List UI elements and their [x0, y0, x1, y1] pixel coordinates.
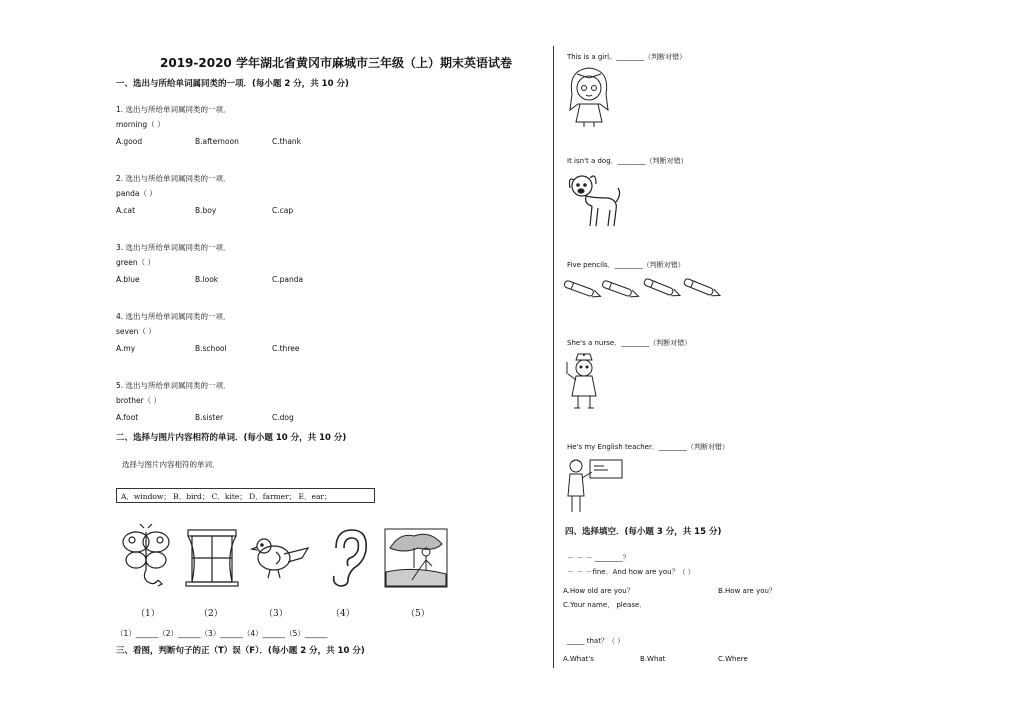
fill-q1-option-a: A.How old are you？ — [563, 587, 634, 595]
fill-q2-option-a: A.What's — [563, 655, 594, 663]
question-word: green（ ） — [116, 258, 156, 267]
option-c: C.dog — [272, 413, 294, 422]
option-a: A.my — [116, 344, 136, 353]
kite-picture — [118, 524, 174, 588]
picture-label-2: （2） — [199, 609, 223, 619]
question-word: morning（ ） — [116, 120, 165, 129]
picture-label-4: （4） — [331, 609, 355, 619]
judge-item-1: This is a girl。________（判断对错） — [567, 53, 687, 61]
option-a: A.foot — [116, 413, 139, 422]
judge-item-3: Five pencils．________（判断对错） — [567, 261, 685, 269]
question-stem: 4. 选出与所给单词属同类的一项． — [116, 312, 231, 321]
column-divider — [553, 46, 554, 668]
picture-label-5: （5） — [406, 609, 430, 619]
word-options: A．window； B．bird； C．kite； D．farmer； E．ear； — [121, 492, 332, 501]
nurse-picture — [564, 352, 604, 412]
word-options-box — [116, 488, 375, 503]
option-c: C.panda — [272, 275, 304, 284]
section-2-instruction: 选择与图片内容相符的单词． — [122, 460, 220, 469]
option-c: C.three — [272, 344, 300, 353]
fill-q2-option-b: B.What — [640, 655, 666, 663]
fill-q2-line: _____ that？（ ） — [567, 637, 625, 645]
question-word: brother（ ） — [116, 396, 162, 405]
girl-picture — [564, 64, 614, 128]
judge-item-4: She's a nurse．________（判断对错） — [567, 339, 692, 347]
option-b: B.sister — [195, 413, 224, 422]
fill-q1-line2: － － －fine．And how are you？（ ） — [567, 568, 695, 576]
picture-label-3: （3） — [264, 609, 288, 619]
question-stem: 5. 选出与所给单词属同类的一项． — [116, 381, 231, 390]
dog-picture — [566, 170, 622, 230]
section-4-heading: 四、选择填空．(每小题 3 分，共 15 分) — [565, 527, 722, 537]
option-b: B.boy — [195, 206, 217, 215]
option-b: B.school — [195, 344, 227, 353]
farmer-picture — [384, 528, 448, 588]
bird-picture — [250, 532, 312, 582]
section-3-heading: 三、看图，判断句子的正（T）误（F）．(每小题 2 分，共 10 分) — [116, 646, 365, 656]
option-c: C.cap — [272, 206, 294, 215]
page-title: 2019-2020 学年湖北省黄冈市麻城市三年级（上）期末英语试卷 — [160, 56, 512, 70]
question-stem: 2. 选出与所给单词属同类的一项． — [116, 174, 231, 183]
judge-item-5: He's my English teacher．________（判断对错） — [567, 443, 729, 451]
question-stem: 1. 选出与所给单词属同类的一项． — [116, 105, 231, 114]
window-picture — [184, 528, 240, 588]
judge-item-2: It isn't a dog．________（判断对错） — [567, 157, 688, 165]
option-b: B.afternoon — [195, 137, 239, 146]
fill-q1-line1: － － － ________？ — [567, 554, 630, 562]
section-2-heading: 二、选择与图片内容相符的单词．(每小题 10 分，共 10 分) — [116, 433, 347, 443]
fill-q2-option-c: C.Where — [718, 655, 748, 663]
teacher-picture — [564, 456, 624, 514]
question-stem: 3. 选出与所给单词属同类的一项． — [116, 243, 231, 252]
fill-q1-option-c: C.Your name， please． — [563, 601, 647, 609]
question-word: panda（ ） — [116, 189, 157, 198]
answer-line: （1）______（2）______（3）______（4）______（5）______ — [116, 629, 328, 638]
picture-label-1: （1） — [136, 609, 160, 619]
option-a: A.good — [116, 137, 143, 146]
option-b: B.look — [195, 275, 219, 284]
ear-picture — [326, 528, 370, 588]
option-c: C.thank — [272, 137, 302, 146]
pencils-picture — [564, 276, 732, 306]
fill-q1-option-b: B.How are you？ — [718, 587, 776, 595]
option-a: A.cat — [116, 206, 136, 215]
option-a: A.blue — [116, 275, 140, 284]
section-1-heading: 一、选出与所给单词属同类的一项．(每小题 2 分，共 10 分) — [116, 79, 349, 89]
question-word: seven（ ） — [116, 327, 156, 336]
